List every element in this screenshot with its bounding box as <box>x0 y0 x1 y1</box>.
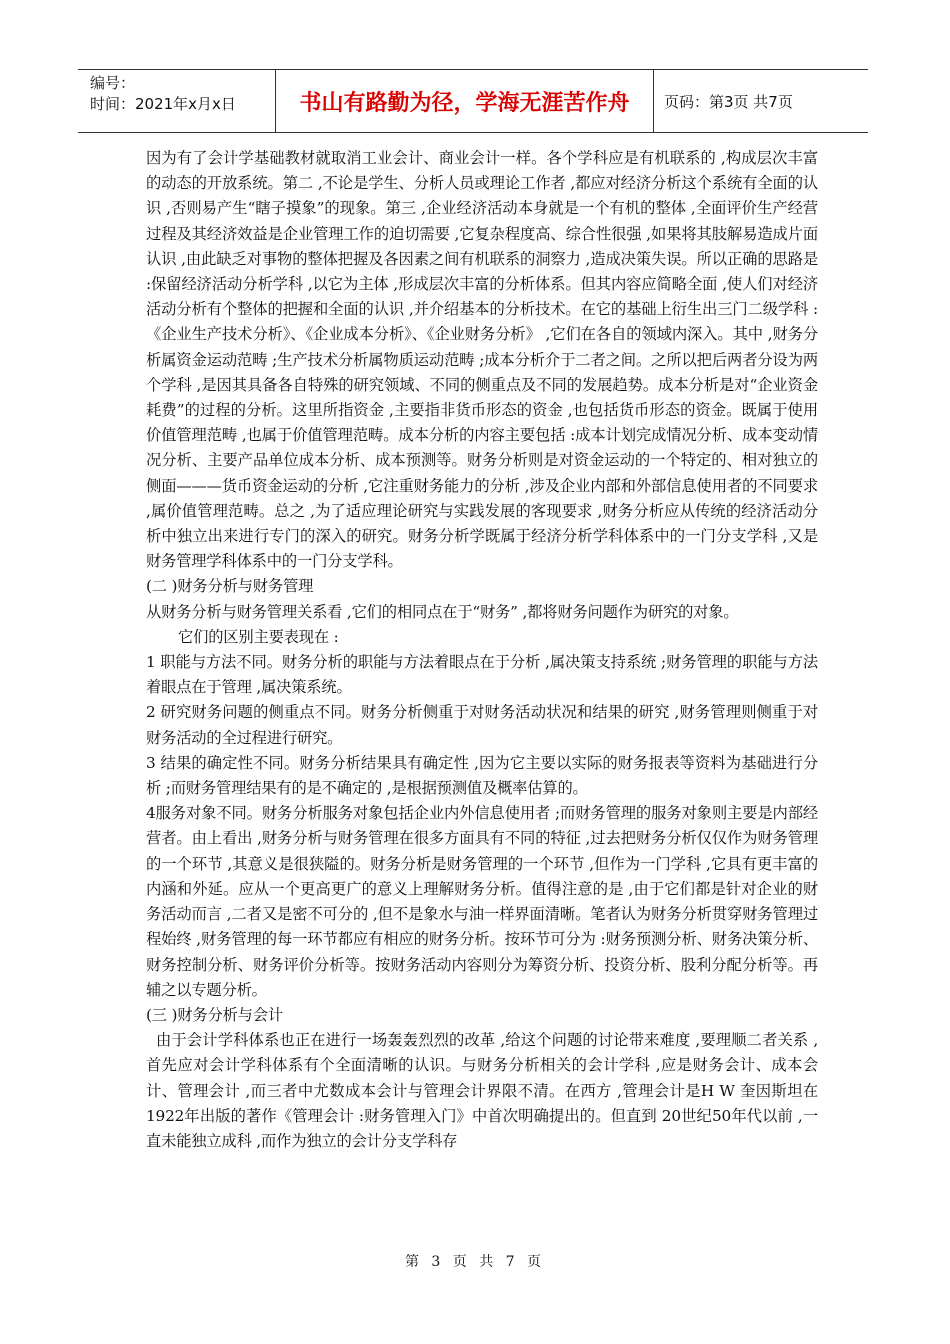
list-item: 1 职能与方法不同。财务分析的职能与方法着眼点在于分析 ,属决策支持系统 ;财务管理的职能与方法着眼点在于管理 ,属决策系统。 <box>146 653 818 697</box>
header-page-info: 页码：第3页 共7页 <box>664 92 793 111</box>
list-item: 3 结果的确定性不同。财务分析结果具有确定性 ,因为它主要以实际的财务报表等资料为基础进行分析 ;而财务管理结果有的是不确定的 ,是根据预测值及概率估算的。 <box>146 753 818 798</box>
list-item: 4服务对象不同。财务分析服务对象包括企业内外信息使用者 ;而财务管理的服务对象则主要是内部经营者。由上看出 ,财务分析与财务管理在很多方面具有不同的特征 ,过去把财务分析仅仅作为财务管理的一个环节 ,其意义是很狭隘的。财务分析是财务管理的一个环节 ,但作为一门学科 ,它具有更丰富的内涵和外延。应从一个更高更广的意义上理解财务分析。值得注意的是 ,由于它们都是针对企业的财务活动而言 ,二者又是密不可分的 ,但不是象水与油一样界面清晰。笔者认为财务分析贯穿财务管理过程始终 ,财务管理的每一环节都应有相应的财务分析。按环节可分为 :财务预测分析、财务决策分析、财务控制分析、财务评价分析等。按财务活动内容则分为筹资分析、投资分析、股利分配分析等。再辅之以专题分析。 <box>146 804 818 999</box>
document-body <box>146 146 818 1154</box>
page-footer: 第 3 页 共 7 页 <box>404 1254 546 1270</box>
section-heading: (二 )财务分析与财务管理 <box>146 577 314 596</box>
header-motto: 书山有路勤为径，学海无涯苦作舟 <box>276 70 654 132</box>
header-meta <box>78 70 276 132</box>
page-header <box>78 69 868 133</box>
doc-date: 时间：2021年x月x日 <box>90 95 236 113</box>
paragraph: 它们的区别主要表现在 : <box>178 627 339 646</box>
doc-number: 编号： <box>90 74 136 92</box>
list-item: 2 研究财务问题的侧重点不同。财务分析侧重于对财务活动状况和结果的研究 ,财务管理则侧重于对财务活动的全过程进行研究。 <box>146 703 818 747</box>
section-heading: (三 )财务分析与会计 <box>146 1005 283 1024</box>
paragraph: 由于会计学科体系也正在进行一场轰轰烈烈的改革 ,给这个问题的讨论带来难度 ,要理顺二者关系 ,首先应对会计学科体系有个全面清晰的认识。与财务分析相关的会计学科 ,应是财务会计、成本会计、管理会计 ,而三者中尤数成本会计与管理会计界限不清。在西方 ,管理会计是H W 奎因斯坦在 1922年出版的著作《管理会计 :财务管理入门》中首次明确提出的。但直到 20世纪50年代以前 ,一直未能独立成科 ,而作为独立的会计分支学科存 <box>146 1031 818 1150</box>
paragraph: 从财务分析与财务管理关系看 ,它们的相同点在于“财务” ,都将财务问题作为研究的对象。 <box>146 602 739 621</box>
paragraph: 因为有了会计学基础教材就取消工业会计、商业会计一样。各个学科应是有机联系的 ,构成层次丰富的动态的开放系统。第二 ,不论是学生、分析人员或理论工作者 ,都应对经济分析这个系统有全面的认识 ,否则易产生“瞎子摸象”的现象。第三 ,企业经济活动本身就是一个有机的整体 ,全面评价生产经营过程及其经济效益是企业管理工作的迫切需要 ,它复杂程度高、综合性很强 ,如果将其肢解易造成片面认识 ,由此缺乏对事物的整体把握及各因素之间有机联系的洞察力 ,造成决策失误。所以正确的思路是 :保留经济活动分析学科 ,以它为主体 ,形成层次丰富的分析体系。但其内容应简略全面 ,使人们对经济活动分析有个整体的把握和全面的认识 ,并介绍基本的分析技术。在它的基础上衍生出三门二级学科 :《企业生产技术分析》、《企业成本分析》、《企业财务分析》 ,它们在各自的领域内深入。其中 ,财务分析属资金运动范畴 ;生产技术分析属物质运动范畴 ;成本分析介于二者之间。之所以把后两者分设为两个学科 ,是因其具备各自特殊的研究领域、不同的侧重点及不同的发展趋势。成本分析是对“企业资金耗费”的过程的分析。这里所指资金 ,主要指非货币形态的资金 ,也包括货币形态的资金。既属于使用价值管理范畴 ,也属于价值管理范畴。成本分析的内容主要包括 :成本计划完成情况分析、成本变动情况分析、主要产品单位成本分析、成本预测等。财务分析则是对资金运动的一个特定的、相对独立的侧面———货币资金运动的分析 ,它注重财务能力的分析 ,涉及企业内部和外部信息使用者的不同要求 ,属价值管理范畴。总之 ,为了适应理论研究与实践发展的客现要求 ,财务分析应从传统的经济活动分析中独立出来进行专门的深入的研究。财务分析学既属于经济分析学科体系中的一门分支学科 ,又是财务管理学科体系中的一门分支学科。 <box>146 149 818 571</box>
